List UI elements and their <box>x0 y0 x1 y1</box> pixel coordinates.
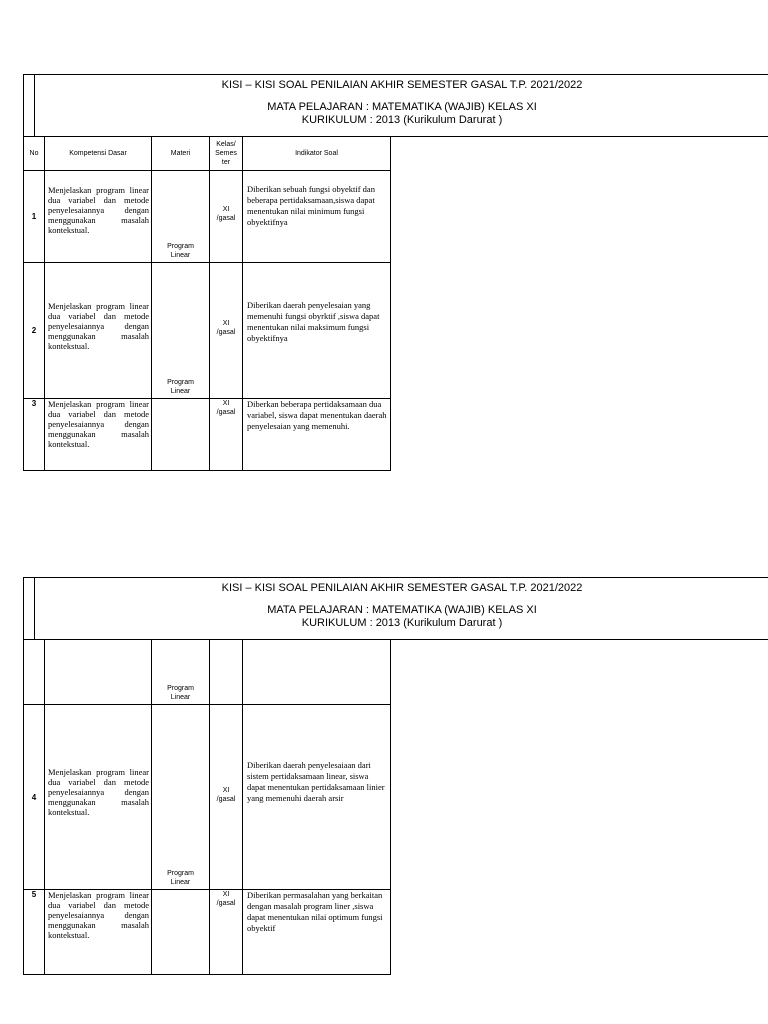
table-row <box>24 705 391 890</box>
row-kelas <box>210 171 243 263</box>
kelas-line1: XI <box>222 891 230 898</box>
kelas-line2: /gasal <box>216 900 236 907</box>
row-materi <box>152 399 210 471</box>
row-indikator: Diberikan sebuah fungsi obyektif dan beberapa pertidaksamaan,siswa dapat menentukan nilai minimum fungsi obyektifnya <box>243 171 391 263</box>
row-materi <box>152 705 210 890</box>
row-no <box>24 640 45 705</box>
kelas-line1: XI <box>222 206 230 213</box>
kelas-line2: /gasal <box>216 329 236 336</box>
kelas-line2: /gasal <box>216 796 236 803</box>
materi-line2: Linear <box>170 694 191 701</box>
row-kd <box>45 640 152 705</box>
row-materi <box>152 171 210 263</box>
col-header-indikator: Indikator Soal <box>243 137 391 171</box>
materi-line1: Program <box>167 870 194 877</box>
kelas-line2: /gasal <box>216 215 236 222</box>
table-row <box>24 171 391 263</box>
materi-line1: Program <box>167 379 194 386</box>
row-indikator: Diberkan beberapa pertidaksamaan dua variabel, siswa dapat menentukan daerah penyelesaian yang memenuhi. <box>243 399 391 471</box>
materi-line2: Linear <box>170 252 191 259</box>
row-kd: Menjelaskan program linear dua variabel dan metode penyelesaiannya dengan menggunakan masalah kontekstual. <box>45 263 152 399</box>
doc-subject: MATA PELAJARAN : MATEMATIKA (WAJIB) KELAS XI <box>267 101 537 113</box>
row-kelas <box>210 640 243 705</box>
row-no: 4 <box>24 705 45 890</box>
col-header-kelas-line1: Kelas/ <box>216 141 236 148</box>
row-kd: Menjelaskan program linear dua variabel dan metode penyelesaiannya dengan menggunakan masalah kontekstual. <box>45 171 152 263</box>
materi-line2: Linear <box>170 879 191 886</box>
materi-line1: Program <box>167 243 194 250</box>
materi-line2: Linear <box>170 388 191 395</box>
table-row <box>24 399 391 471</box>
col-header-kelas-line2: Semes <box>215 150 237 157</box>
row-kelas <box>210 399 243 471</box>
col-header-no: No <box>24 137 45 171</box>
row-kelas <box>210 705 243 890</box>
row-kd: Menjelaskan program linear dua variabel dan metode penyelesaiannya dengan menggunakan masalah kontekstual. <box>45 705 152 890</box>
row-materi <box>152 890 210 975</box>
col-header-kelas-line3: ter <box>221 159 231 166</box>
table-row <box>24 263 391 399</box>
kelas-line2: /gasal <box>216 409 236 416</box>
row-no: 3 <box>24 399 45 471</box>
kelas-line1: XI <box>222 787 230 794</box>
doc-subject: MATA PELAJARAN : MATEMATIKA (WAJIB) KELAS XI <box>267 604 537 616</box>
row-indikator: Diberikan permasalahan yang berkaitan dengan masalah program liner ,siswa dapat menentukan nilai optimum fungsi obyektif <box>243 890 391 975</box>
row-materi <box>152 263 210 399</box>
table-header-row <box>24 137 391 171</box>
doc-title: KISI – KISI SOAL PENILAIAN AKHIR SEMESTER GASAL T.P. 2021/2022 <box>221 79 583 91</box>
doc-header-2 <box>23 577 768 640</box>
row-kd: Menjelaskan program linear dua variabel dan metode penyelesaiannya dengan menggunakan masalah kontekstual. <box>45 890 152 975</box>
materi-line1: Program <box>167 685 194 692</box>
row-no: 2 <box>24 263 45 399</box>
row-indikator: Diberikan daerah penyelesaiaan dari sistem pertidaksamaan linear, siswa dapat menentukan pertidaksamaan linier yang memenuhi daerah arsir <box>243 705 391 890</box>
row-kd: Menjelaskan program linear dua variabel dan metode penyelesaiannya dengan menggunakan masalah kontekstual. <box>45 399 152 471</box>
row-kelas <box>210 890 243 975</box>
kelas-line1: XI <box>222 400 230 407</box>
doc-header-1 <box>23 74 768 137</box>
table-row <box>24 890 391 975</box>
table-row <box>24 640 391 705</box>
kelas-line1: XI <box>222 320 230 327</box>
doc-curriculum: KURIKULUM : 2013 (Kurikulum Darurat ) <box>301 114 503 126</box>
row-kelas <box>210 263 243 399</box>
col-header-kd: Kompetensi Dasar <box>45 137 152 171</box>
row-materi <box>152 640 210 705</box>
col-header-materi: Materi <box>152 137 210 171</box>
kisi-table-2 <box>23 639 391 975</box>
row-no: 5 <box>24 890 45 975</box>
row-indikator: Diberikan daerah penyelesaian yang memenuhi fungsi obyrktif ,siswa dapat menentukan nilai maksimum fungsi obyektifnya <box>243 263 391 399</box>
row-no: 1 <box>24 171 45 263</box>
row-indikator <box>243 640 391 705</box>
kisi-table-1 <box>23 136 391 471</box>
col-header-kelas <box>210 137 243 171</box>
doc-curriculum: KURIKULUM : 2013 (Kurikulum Darurat ) <box>301 617 503 629</box>
doc-title: KISI – KISI SOAL PENILAIAN AKHIR SEMESTER GASAL T.P. 2021/2022 <box>221 582 583 594</box>
